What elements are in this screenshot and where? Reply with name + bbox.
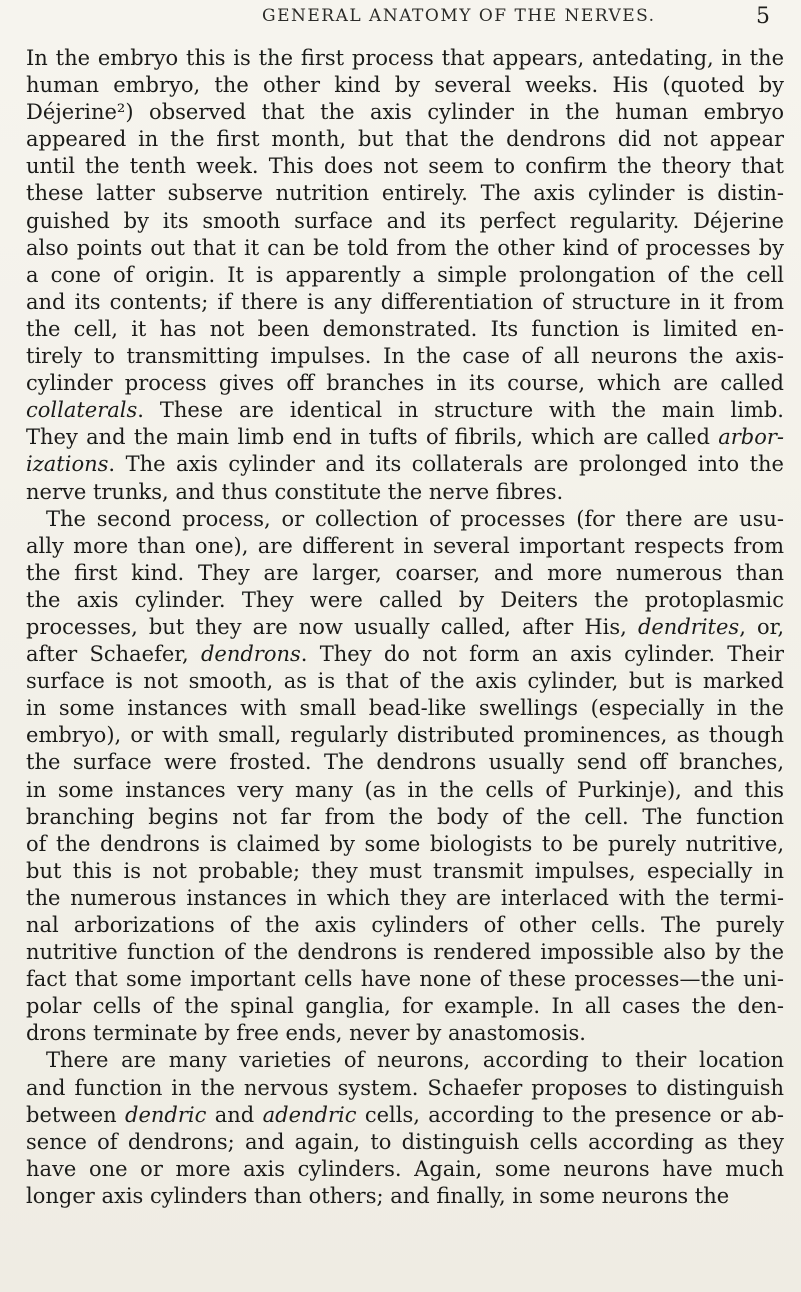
text-segment: nerve trunks, and thus constitute the nerve fibres. bbox=[26, 479, 564, 504]
text-segment: polar cells of the spinal ganglia, for example. In all cases the den- bbox=[26, 994, 784, 1019]
text-segment: In the embryo this is the first process that appears, antedating, in the bbox=[26, 46, 784, 70]
text-line bbox=[26, 1129, 784, 1156]
italic-term: adendric bbox=[262, 1102, 357, 1127]
text-line bbox=[26, 966, 784, 993]
text-line bbox=[26, 45, 784, 72]
text-segment: and function in the nervous system. Schaefer proposes to distinguish bbox=[26, 1075, 784, 1100]
text-segment: nal arborizations of the axis cylinders of other cells. The purely bbox=[26, 913, 784, 937]
text-line bbox=[26, 831, 784, 858]
text-segment: cylinder process gives off branches in its course, which are called bbox=[26, 371, 784, 396]
italic-term: izations bbox=[26, 452, 109, 477]
text-line bbox=[26, 777, 784, 804]
text-line bbox=[26, 1020, 784, 1047]
text-segment: also points out that it can be told from the other kind of processes by bbox=[26, 235, 784, 260]
text-line bbox=[26, 912, 784, 939]
text-segment: . The axis cylinder and its collaterals are prolonged into the bbox=[108, 452, 784, 477]
text-line bbox=[26, 1183, 784, 1210]
text-line bbox=[26, 99, 784, 126]
text-line bbox=[26, 858, 784, 885]
text-line bbox=[26, 695, 784, 722]
text-line bbox=[26, 262, 784, 289]
text-line bbox=[26, 343, 784, 370]
text-segment: of the dendrons is claimed by some biologists to be purely nutritive, bbox=[26, 831, 784, 856]
text-segment: The second process, or collection of processes (for there are usu- bbox=[46, 506, 784, 531]
text-segment: sence of dendrons; and again, to distinguish cells according as they bbox=[26, 1129, 784, 1154]
text-line bbox=[26, 1156, 784, 1183]
text-segment: the surface were frosted. The dendrons usually send off branches, bbox=[26, 750, 784, 775]
text-segment: and bbox=[206, 1102, 263, 1127]
text-line bbox=[26, 451, 784, 478]
text-segment: Déjerine²) observed that the axis cylinder in the human embryo bbox=[26, 100, 784, 125]
running-head bbox=[0, 6, 801, 40]
text-segment: these latter subserve nutrition entirely. The axis cylinder is distin- bbox=[26, 181, 784, 206]
text-line bbox=[26, 153, 784, 180]
text-segment: longer axis cylinders than others; and finally, in some neurons the bbox=[26, 1183, 730, 1208]
text-line bbox=[26, 397, 784, 424]
text-line bbox=[26, 533, 784, 560]
text-segment: surface is not smooth, as is that of the axis cylinder, but is marked bbox=[26, 669, 784, 694]
text-line bbox=[26, 939, 784, 966]
text-line bbox=[26, 641, 784, 668]
text-line bbox=[26, 587, 784, 614]
text-segment: after Schaefer, bbox=[26, 642, 201, 667]
text-line bbox=[26, 316, 784, 343]
text-line bbox=[26, 180, 784, 207]
body-text bbox=[26, 45, 784, 1210]
text-line bbox=[26, 208, 784, 235]
text-segment: guished by its smooth surface and its perfect regularity. Déjerine bbox=[26, 208, 784, 233]
text-segment: in some instances with small bead-like swellings (especially in the bbox=[26, 696, 784, 721]
text-line bbox=[26, 126, 784, 153]
text-segment: branching begins not far from the body of the cell. The function bbox=[26, 804, 784, 829]
text-segment: . They do not form an axis cylinder. Their bbox=[300, 642, 784, 667]
text-line bbox=[26, 560, 784, 587]
text-line bbox=[26, 479, 784, 506]
text-segment: cells, according to the presence or ab- bbox=[356, 1102, 784, 1127]
text-segment: . These are identical in structure with the main limb. bbox=[137, 398, 784, 423]
text-segment: until the tenth week. This does not seem to confirm the theory that bbox=[26, 154, 784, 179]
text-segment: human embryo, the other kind by several weeks. His (quoted by bbox=[26, 73, 784, 98]
italic-term: dendrites bbox=[637, 614, 740, 639]
italic-term: dendric bbox=[125, 1102, 207, 1127]
italic-term: dendrons bbox=[200, 642, 301, 667]
text-segment: drons terminate by free ends, never by anastomosis. bbox=[26, 1021, 586, 1046]
text-line bbox=[26, 72, 784, 99]
text-line bbox=[26, 289, 784, 316]
text-segment: the axis cylinder. They were called by Deiters the protoplasmic bbox=[26, 587, 784, 612]
text-segment: They and the main limb end in tufts of fibrils, which are called bbox=[26, 425, 719, 450]
text-line bbox=[26, 424, 784, 451]
text-line bbox=[26, 668, 784, 695]
running-title: GENERAL ANATOMY OF THE NERVES. bbox=[262, 6, 656, 26]
text-segment: between bbox=[26, 1102, 126, 1127]
text-line bbox=[26, 885, 784, 912]
text-segment: but this is not probable; they must transmit impulses, especially in bbox=[26, 858, 784, 883]
text-segment: ally more than one), are different in several important respects from bbox=[26, 533, 784, 558]
text-segment: and its contents; if there is any differentiation of structure in it from bbox=[26, 289, 784, 314]
text-line bbox=[26, 1075, 784, 1102]
text-segment: processes, but they are now usually called, after His, bbox=[26, 614, 638, 639]
text-line bbox=[26, 749, 784, 776]
text-segment: the numerous instances in which they are interlaced with the termi- bbox=[26, 885, 784, 910]
text-line bbox=[26, 506, 784, 533]
text-line bbox=[26, 722, 784, 749]
text-line bbox=[26, 1047, 784, 1074]
text-segment: fact that some important cells have none of these processes—the uni- bbox=[26, 967, 784, 992]
text-segment: appeared in the first month, but that the dendrons did not appear bbox=[26, 127, 784, 152]
text-segment: , or, bbox=[739, 614, 784, 639]
text-segment: embryo), or with small, regularly distributed prominences, as though bbox=[26, 723, 784, 748]
text-segment: in some instances very many (as in the cells of Purkinje), and this bbox=[26, 777, 784, 802]
text-segment: the cell, it has not been demonstrated. Its function is limited en- bbox=[26, 316, 784, 341]
text-line bbox=[26, 370, 784, 397]
text-segment: the first kind. They are larger, coarser, and more numerous than bbox=[26, 560, 784, 585]
text-segment: tirely to transmitting impulses. In the case of all neurons the axis- bbox=[26, 344, 784, 369]
text-segment: nutritive function of the dendrons is rendered impossible also by the bbox=[26, 940, 784, 965]
text-line bbox=[26, 804, 784, 831]
text-line bbox=[26, 1102, 784, 1129]
text-line bbox=[26, 614, 784, 641]
page-number: 5 bbox=[756, 4, 770, 29]
italic-term: collaterals bbox=[26, 398, 138, 423]
text-segment: have one or more axis cylinders. Again, some neurons have much bbox=[26, 1156, 784, 1181]
text-line bbox=[26, 993, 784, 1020]
italic-term: arbor- bbox=[718, 425, 784, 450]
text-segment: There are many varieties of neurons, according to their location bbox=[46, 1048, 784, 1073]
text-line bbox=[26, 235, 784, 262]
text-segment: a cone of origin. It is apparently a simple prolongation of the cell bbox=[26, 262, 784, 287]
